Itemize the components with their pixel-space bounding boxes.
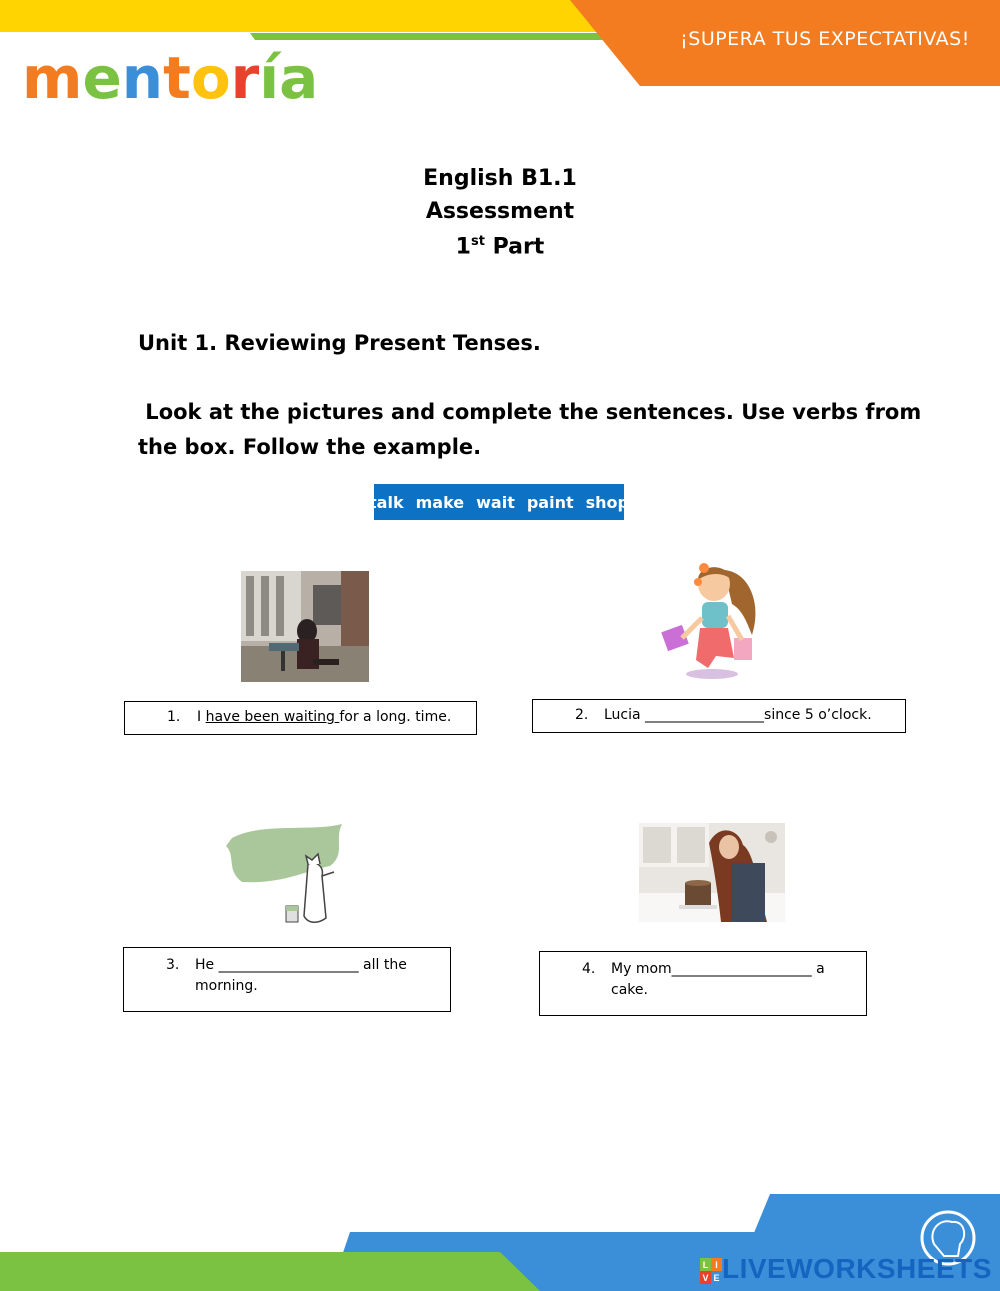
exercise-2-sentence[interactable]: Lucia _________________since 5 o’clock. — [604, 707, 872, 723]
title-part — [0, 234, 1000, 259]
live-letter-l: L — [700, 1258, 711, 1271]
verb-wait: wait — [476, 492, 515, 512]
woman-decorating-cake-photo — [639, 823, 785, 922]
title-part-rest: Part — [484, 234, 545, 260]
exercise-1-after: for a long. time. — [339, 709, 452, 725]
title-course: English B1.1 — [423, 166, 577, 191]
waiting-woman-photo — [241, 571, 369, 682]
cat-painting-wall-cartoon — [222, 820, 346, 930]
exercise-1-box — [124, 701, 477, 735]
exercise-4-box — [539, 951, 867, 1016]
exercise-3-number: 3. — [166, 957, 180, 973]
svg-text:mentoría: mentoría — [22, 44, 319, 112]
exercise-4-line1[interactable]: My mom____________________ a — [611, 961, 825, 977]
exercise-3-line2: morning. — [195, 978, 258, 994]
exercise-3-line1[interactable]: He ____________________ all the — [195, 957, 407, 973]
live-letter-i: I — [711, 1258, 722, 1271]
live-letter-e: E — [711, 1271, 722, 1284]
exercise-4-line2: cake. — [611, 982, 648, 998]
unit-heading: Unit 1. Reviewing Present Tenses. — [138, 331, 541, 355]
verb-box — [369, 484, 629, 520]
exercise-1-answer: have been waiting — [205, 709, 340, 725]
title-part-sup: st — [470, 234, 485, 249]
verb-shop: shop — [585, 492, 629, 512]
exercise-2-number: 2. — [575, 707, 589, 723]
live-letter-v: V — [700, 1271, 711, 1284]
exercise-1-before: I — [197, 709, 206, 725]
exercise-2-box — [532, 699, 906, 733]
title-part-number: 1 — [455, 234, 471, 260]
exercise-1-number: 1. — [167, 709, 181, 725]
liveworksheets-brand[interactable]: LIVEWORKSHEETS — [722, 1253, 992, 1284]
verb-talk: talk — [369, 492, 404, 512]
exercise-1-sentence — [197, 707, 451, 728]
live-badge-icon — [700, 1258, 722, 1284]
shopping-girl-cartoon — [662, 560, 762, 680]
mentoria-logo — [22, 40, 319, 112]
header-tagline: ¡SUPERA TUS EXPECTATIVAS! — [680, 28, 970, 50]
instructions-line2: the box. Follow the example. — [138, 435, 482, 459]
exercise-3-box — [123, 947, 451, 1012]
instructions-line1: Look at the pictures and complete the sentences. Use verbs from — [138, 400, 922, 424]
verb-make: make — [415, 492, 465, 512]
exercise-4-number: 4. — [582, 961, 596, 977]
verb-paint: paint — [526, 492, 574, 512]
title-assessment: Assessment — [425, 199, 575, 224]
